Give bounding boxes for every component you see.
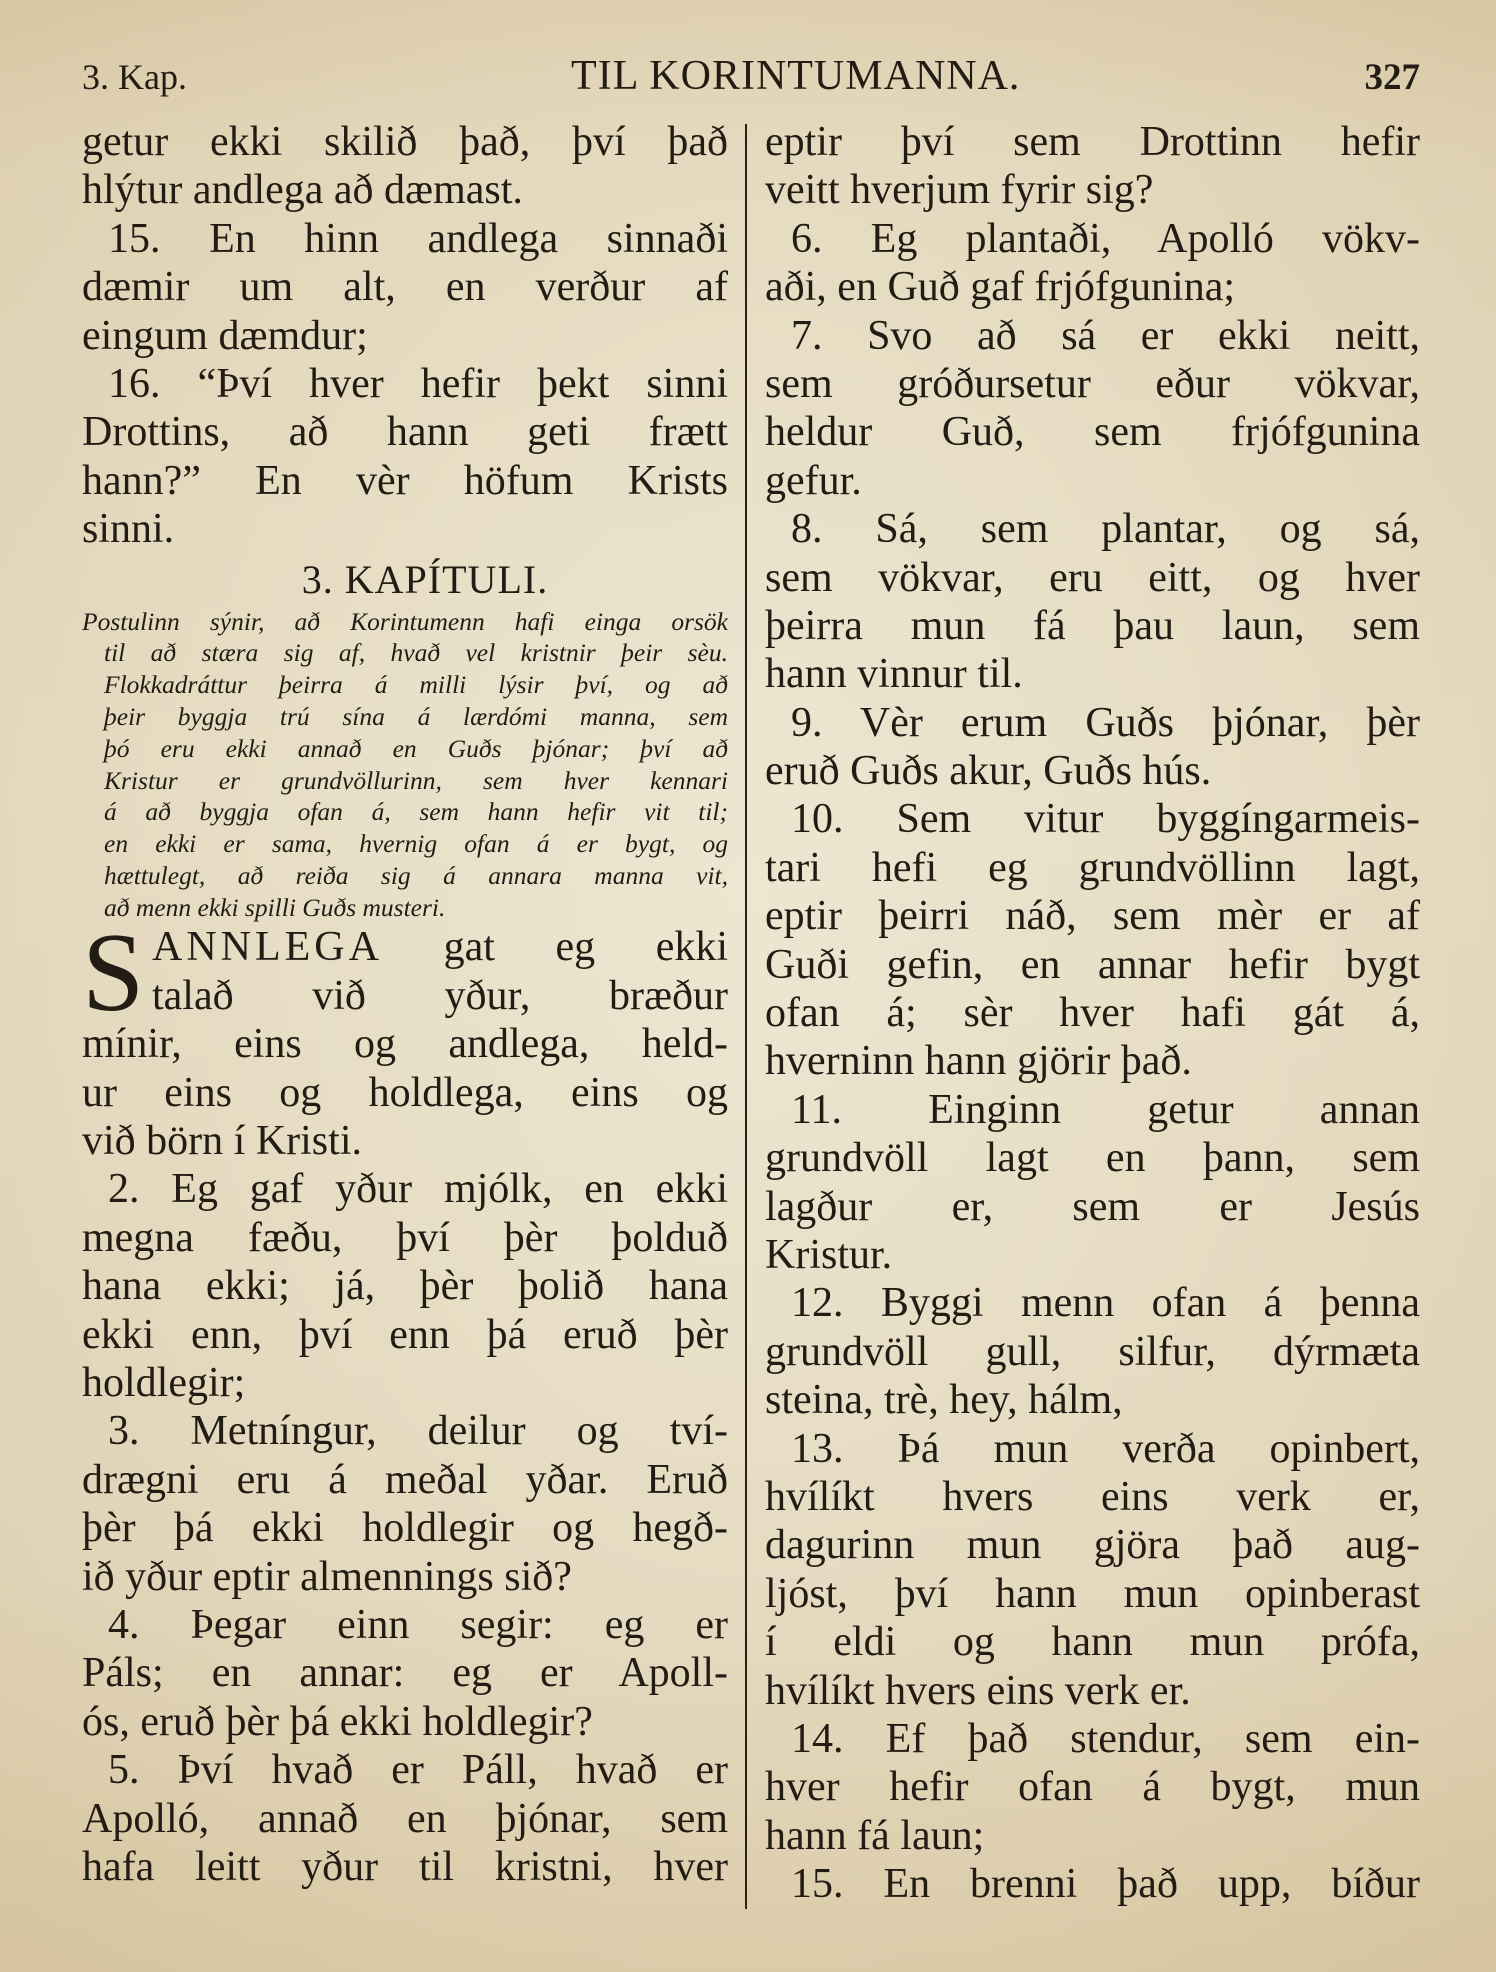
text-line: hann vinnur til. <box>765 651 1023 698</box>
text-line: grundvöll lagt en þann, sem <box>765 1135 1420 1182</box>
chapter-opening <box>82 911 729 1036</box>
chapter-heading: 3. KAPÍTULI. <box>301 556 549 602</box>
text-line: eruð Guðs akur, Guðs hús. <box>765 748 1212 795</box>
text-line: hann fá laun; <box>765 1812 985 1859</box>
text-line: getur ekki skilið það, því það <box>82 119 728 165</box>
text-line: hlýtur andlega að dæmast. <box>82 167 523 214</box>
text-line: hann?” En vèr höfum Krists <box>82 457 728 504</box>
text-line: grundvöll gull, silfur, dýrmæta <box>765 1328 1420 1375</box>
text-line: Drottins, að hann geti frætt <box>82 409 728 456</box>
summary-line: en ekki er sama, hvernig ofan á er bygt, og <box>104 829 728 859</box>
text-line: þeirra mun fá þau laun, sem <box>765 602 1420 649</box>
column-divider <box>745 124 747 1909</box>
left-column <box>82 118 728 1891</box>
text-span: gat eg ekki <box>443 924 729 971</box>
verse-start-line: 15. En brenni það upp, bíður <box>791 1861 1420 1908</box>
text-line: Apolló, annað en þjónar, sem <box>82 1795 728 1842</box>
chapter-summary <box>82 606 728 924</box>
text-line: drægni eru á meðal yðar. Eruð <box>82 1456 728 1503</box>
right-column <box>765 118 1420 1908</box>
text-line: hvílíkt hvers eins verk er. <box>765 1667 1191 1714</box>
summary-line: að menn ekki spilli Guðs musteri. <box>104 892 446 922</box>
text-line: lagður er, sem er Jesús <box>765 1183 1420 1230</box>
text-line: hana ekki; já, þèr þolið hana <box>82 1263 728 1310</box>
verse-start-line: 14. Ef það stendur, sem ein- <box>791 1715 1420 1762</box>
left-column-verses-after <box>82 1020 728 1891</box>
text-line: holdlegir; <box>82 1360 246 1406</box>
verse-start-line: 3. Metníngur, deilur og tví- <box>108 1408 728 1455</box>
summary-line: Flokkadráttur þeirra á milli lýsir því, og að <box>104 670 728 700</box>
summary-line: til að stæra sig af, hvað vel kristnir þeir sèu. <box>104 638 728 668</box>
verse-start-line: 9. Vèr erum Guðs þjónar, þèr <box>791 699 1420 746</box>
text-line: sem gróðursetur eður vökvar, <box>765 360 1420 407</box>
small-caps-opening: ANNLEGA <box>152 924 383 971</box>
text-line: hver hefir ofan á bygt, mun <box>765 1764 1420 1811</box>
text-line: Kristur. <box>765 1231 893 1278</box>
verse-start-line: 5. Því hvað er Páll, hvað er <box>108 1747 728 1794</box>
summary-line: Kristur er grundvöllurinn, sem hver kennari <box>104 765 728 795</box>
summary-line: þó eru ekki annað en Guðs þjónar; því að <box>104 733 728 763</box>
text-line: megna fæðu, því þèr þolduð <box>82 1214 728 1261</box>
text-line: eptir því sem Drottinn hefir <box>765 119 1420 165</box>
text-line: hafa leitt yður til kristni, hver <box>82 1843 728 1890</box>
text-line: Páls; en annar: eg er Apoll- <box>82 1650 728 1697</box>
text-line: heldur Guð, sem frjófgunina <box>765 409 1420 456</box>
text-line: dæmir um alt, en verður af <box>82 264 728 311</box>
text-line: þèr þá ekki holdlegir og hegð- <box>82 1505 728 1552</box>
text-line: sinni. <box>82 506 175 553</box>
text-line: ekki enn, því enn þá eruð þèr <box>82 1311 728 1358</box>
text-line: hvílíkt hvers eins verk er, <box>765 1473 1420 1520</box>
verse-start-line: 7. Svo að sá er ekki neitt, <box>791 312 1420 359</box>
text-line: ljóst, því hann mun opinberast <box>765 1570 1420 1617</box>
summary-line: á að byggja ofan á, sem hann hefir vit til; <box>104 797 728 827</box>
verse-start-line: 12. Byggi menn ofan á þenna <box>791 1280 1420 1327</box>
text-line: mínir, eins og andlega, held- <box>82 1021 728 1068</box>
verse-start-line: 11. Einginn getur annan <box>791 1086 1420 1133</box>
verse-start-line: 10. Sem vitur byggíngarmeis- <box>791 796 1420 843</box>
summary-line: hættulegt, að reiða sig á annara manna vit, <box>104 860 728 890</box>
text-line: við börn í Kristi. <box>82 1118 362 1165</box>
running-head-title: TIL KORINTUMANNA. <box>571 53 1021 99</box>
text-line: ur eins og holdlega, eins og <box>82 1069 728 1116</box>
text-line: ofan á; sèr hver hafi gát á, <box>765 990 1420 1037</box>
text-line: ós, eruð þèr þá ekki holdlegir? <box>82 1698 593 1745</box>
verse-start-line: 8. Sá, sem plantar, og sá, <box>791 506 1420 553</box>
drop-cap: S <box>82 911 145 1036</box>
page-number: 327 <box>1364 57 1420 98</box>
text-line: tari hefi eg grundvöllinn lagt, <box>765 844 1420 891</box>
text-line: gefur. <box>765 457 862 504</box>
left-column-verses-before <box>82 118 728 554</box>
text-line <box>82 923 728 971</box>
verse-start-line: 4. Þegar einn segir: eg er <box>108 1601 728 1648</box>
text-line: veitt hverjum fyrir sig? <box>765 167 1154 214</box>
summary-line: þeir byggja trú sína á lærdómi manna, sem <box>104 701 728 731</box>
text-line: aði, en Guð gaf frjófgunina; <box>765 264 1236 311</box>
text-line: eptir þeirri náð, sem mèr er af <box>765 893 1420 940</box>
verse-start-line: 13. Þá mun verða opinbert, <box>791 1425 1420 1472</box>
summary-line: Postulinn sýnir, að Korintumenn hafi einga orsök <box>82 606 728 636</box>
text-line: dagurinn mun gjöra það aug- <box>765 1522 1420 1569</box>
text-line: hverninn hann gjörir það. <box>765 1038 1192 1085</box>
verse-start-line: 15. En hinn andlega sinnaði <box>108 215 728 262</box>
running-head <box>82 52 1420 106</box>
verse-start-line: 16. “Því hver hefir þekt sinni <box>108 360 728 407</box>
text-line: sem vökvar, eru eitt, og hver <box>765 554 1420 601</box>
text-line: Guði gefin, en annar hefir bygt <box>765 941 1420 988</box>
text-line: talað við yður, bræður <box>152 972 728 1019</box>
text-line: steina, trè, hey, hálm, <box>765 1377 1123 1424</box>
text-line: í eldi og hann mun prófa, <box>765 1619 1420 1666</box>
verse-start-line: 2. Eg gaf yður mjólk, en ekki <box>108 1166 728 1213</box>
text-line: ið yður eptir almennings sið? <box>82 1553 572 1600</box>
running-head-chapter: 3. Kap. <box>82 57 187 97</box>
verse-start-line: 6. Eg plantaði, Apolló vökv- <box>791 215 1420 262</box>
text-line: eingum dæmdur; <box>82 312 368 359</box>
